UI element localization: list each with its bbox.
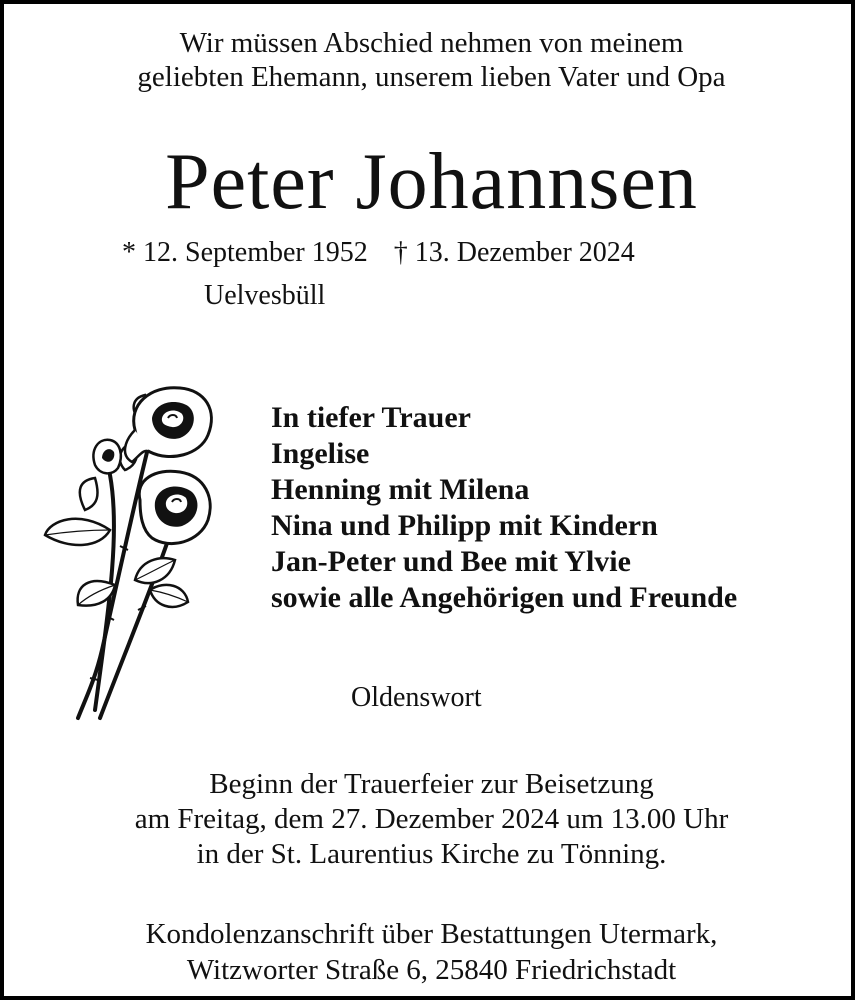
rose-leaf (80, 478, 98, 510)
birth-date: * 12. September 1952 (122, 237, 368, 268)
intro-line: Wir müssen Abschied nehmen von meinem (179, 27, 684, 59)
life-dates (122, 236, 635, 270)
mourner-line: In tiefer Trauer (271, 401, 471, 434)
mourners-list (271, 400, 737, 616)
deceased-name: Peter Johannsen (165, 138, 698, 226)
mourner-line: Jan-Peter und Bee mit Ylvie (271, 545, 631, 578)
death-date: † 13. Dezember 2024 (393, 237, 635, 268)
condolence-line: Kondolenzanschrift über Bestattungen Utermark, (145, 918, 718, 950)
intro-text (4, 26, 855, 94)
rose-illustration (40, 380, 240, 725)
rose-leaf (45, 519, 110, 545)
service-line: am Freitag, dem 27. Dezember 2024 um 13.00 Uhr (134, 803, 729, 835)
mourner-line: Ingelise (271, 437, 370, 470)
mourner-line: sowie alle Angehörigen und Freunde (271, 581, 738, 614)
service-line: in der St. Laurentius Kirche zu Tönning. (196, 838, 667, 870)
intro-line: geliebten Ehemann, unserem lieben Vater und Opa (137, 61, 726, 93)
service-line: Beginn der Trauerfeier zur Beisetzung (209, 768, 654, 800)
condolence-line: Witzworter Straße 6, 25840 Friedrichstadt (186, 954, 677, 986)
rose-bloom-lower (139, 471, 210, 543)
rose-leaf (150, 585, 188, 607)
family-place: Oldenswort (351, 682, 482, 713)
rose-bud (93, 440, 120, 474)
residence: Uelvesbüll (204, 280, 326, 311)
mourner-line: Nina und Philipp mit Kindern (271, 509, 658, 542)
condolence-address (4, 916, 855, 988)
mourner-line: Henning mit Milena (271, 473, 530, 506)
funeral-service-info (4, 767, 855, 872)
